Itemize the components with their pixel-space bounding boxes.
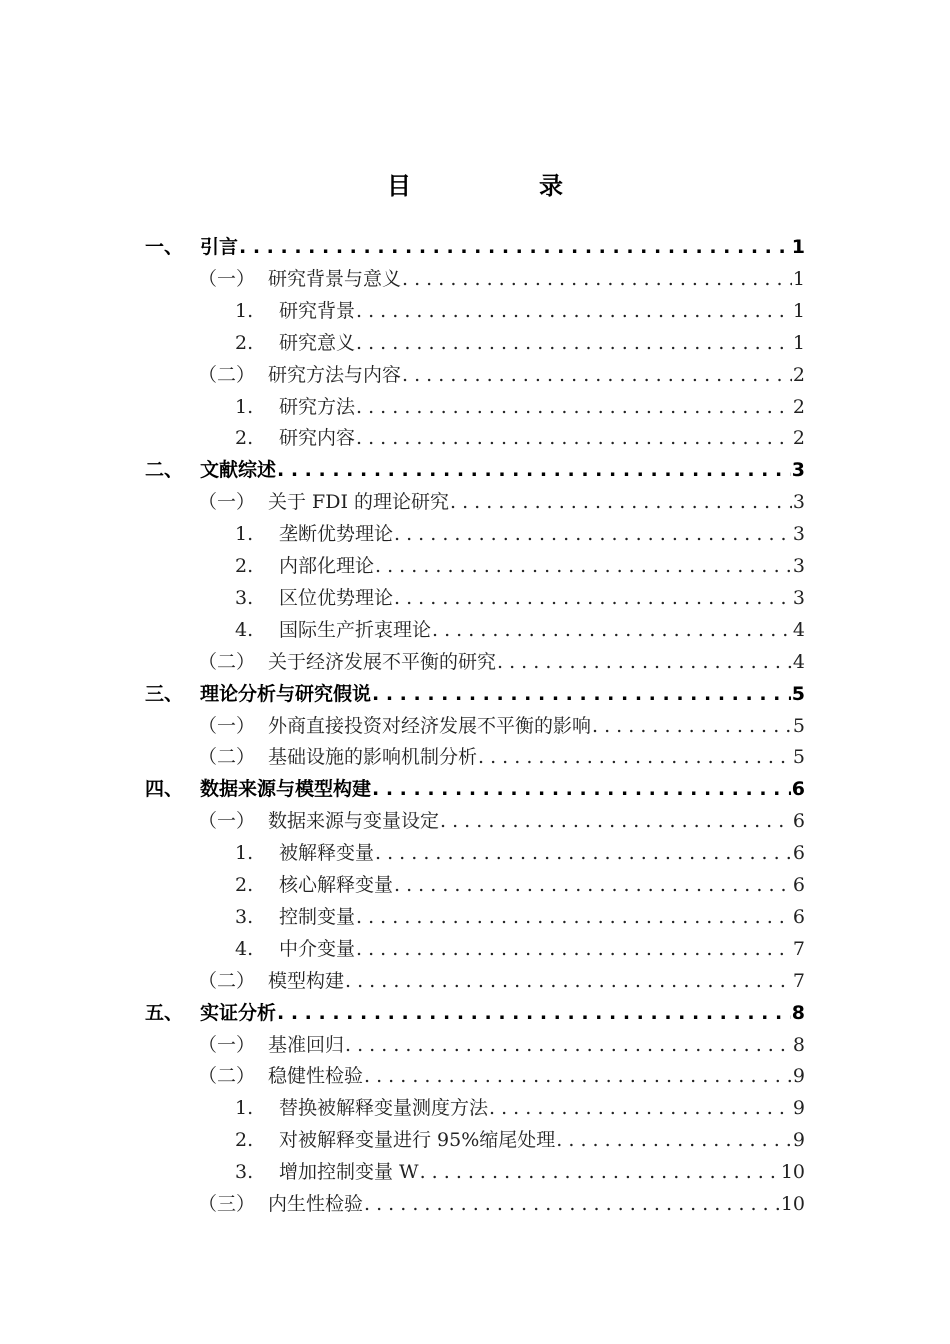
toc-entry-title: 基准回归 <box>268 1033 345 1056</box>
dot-leader <box>420 1157 780 1187</box>
dot-leader <box>497 647 792 677</box>
dot-leader <box>375 551 792 581</box>
toc-entry-page: 2 <box>792 427 805 450</box>
toc-entry[interactable] <box>0 487 805 517</box>
toc-entry-title: 关于经济发展不平衡的研究 <box>268 650 497 673</box>
toc-entry[interactable] <box>0 423 805 453</box>
toc-entry[interactable] <box>0 679 805 709</box>
toc-entry-title: 研究内容 <box>279 427 356 450</box>
toc-entry-title: 数据来源与模型构建 <box>200 778 372 801</box>
toc-entry-page: 6 <box>792 874 805 896</box>
toc-entry-number: 3. <box>235 1161 254 1184</box>
toc-entry-number: 2. <box>235 331 254 354</box>
toc-entry-page: 5 <box>792 746 805 769</box>
toc-entry-title: 引言 <box>200 236 239 258</box>
toc-entry[interactable] <box>0 934 805 964</box>
toc-entry[interactable] <box>0 966 805 996</box>
toc-entry-title: 研究背景 <box>279 299 356 322</box>
toc-entry-number: （一） <box>198 714 256 737</box>
toc-entry-number: 2. <box>235 874 254 896</box>
dot-leader <box>478 742 792 772</box>
toc-entry-title: 内生性检验 <box>268 1193 364 1215</box>
toc-entry-number: 3. <box>235 905 254 928</box>
toc-entry-page: 2 <box>792 395 805 418</box>
dot-leader <box>356 296 792 326</box>
toc-entry-number: （二） <box>198 363 256 386</box>
toc-entry-title: 研究背景与意义 <box>268 267 402 290</box>
toc-entry-page: 7 <box>792 937 805 960</box>
toc-entry[interactable] <box>0 711 805 741</box>
toc-entry[interactable] <box>0 1030 805 1060</box>
toc-entry-page: 1 <box>792 331 805 354</box>
toc-entry[interactable] <box>0 232 805 262</box>
toc-entry-page: 9 <box>792 1129 805 1152</box>
toc-entry-title: 理论分析与研究假说 <box>200 682 372 705</box>
dot-leader <box>450 487 792 517</box>
toc-entry-page: 9 <box>792 1097 805 1120</box>
toc-entry-number: 一、 <box>145 236 184 258</box>
toc-entry-title: 稳健性检验 <box>268 1065 364 1088</box>
toc-entry[interactable] <box>0 838 805 868</box>
toc-entry-page: 4 <box>792 618 805 641</box>
toc-entry[interactable] <box>0 296 805 326</box>
toc-entry-number: 2. <box>235 1129 254 1152</box>
toc-entry-number: 4. <box>235 618 254 641</box>
toc-entry[interactable] <box>0 360 805 390</box>
toc-entry-title: 对被解释变量进行 95%缩尾处理 <box>279 1129 556 1152</box>
toc-entry-title: 内部化理论 <box>279 555 375 577</box>
dot-leader <box>356 392 792 422</box>
toc-entry-page: 5 <box>792 714 805 737</box>
toc-entry-number: 1. <box>235 299 254 322</box>
toc-entry-title: 模型构建 <box>268 969 345 992</box>
toc-entry[interactable] <box>0 392 805 422</box>
dot-leader <box>364 1061 792 1091</box>
toc-entry[interactable] <box>0 1125 805 1155</box>
toc-entry-title: 区位优势理论 <box>279 586 394 609</box>
toc-entry-number: （一） <box>198 810 256 833</box>
toc-entry[interactable] <box>0 647 805 677</box>
toc-entry-page: 2 <box>792 363 805 386</box>
toc-entry[interactable] <box>0 806 805 836</box>
toc-entry-page: 8 <box>792 1033 805 1056</box>
toc-entry-title: 被解释变量 <box>279 842 375 865</box>
dot-leader <box>277 455 791 485</box>
toc-entry[interactable] <box>0 551 805 581</box>
toc-entry-page: 9 <box>792 1065 805 1088</box>
dot-leader <box>345 1030 792 1060</box>
toc-entry-page: 3 <box>791 459 805 482</box>
dot-leader <box>402 360 792 390</box>
dot-leader <box>394 519 792 549</box>
dot-leader <box>402 264 792 294</box>
dot-leader <box>277 998 791 1028</box>
dot-leader <box>394 583 792 613</box>
dot-leader <box>345 966 792 996</box>
toc-entry-page: 6 <box>792 810 805 833</box>
toc-entry[interactable] <box>0 742 805 772</box>
toc-entry-page: 1 <box>792 299 805 322</box>
dot-leader <box>356 934 792 964</box>
dot-leader <box>356 423 792 453</box>
toc-entry-number: （一） <box>198 267 256 290</box>
toc-entry-title: 文献综述 <box>200 459 277 482</box>
toc-entry-page: 1 <box>791 236 805 258</box>
toc-entry[interactable] <box>0 583 805 613</box>
toc-entry-number: 1. <box>235 523 254 546</box>
toc-entry[interactable] <box>0 870 805 900</box>
dot-leader <box>592 711 792 741</box>
toc-entry-page: 3 <box>792 491 805 514</box>
dot-leader <box>356 902 792 932</box>
dot-leader <box>556 1125 792 1155</box>
toc-entry-number: （二） <box>198 650 256 673</box>
toc-entry-page: 3 <box>792 586 805 609</box>
toc-entry[interactable] <box>0 455 805 485</box>
dot-leader <box>239 232 791 262</box>
toc-entry-title: 数据来源与变量设定 <box>268 810 440 833</box>
toc-entry-title: 增加控制变量 W <box>279 1161 419 1184</box>
toc-entry-number: 四、 <box>145 778 184 801</box>
toc-entry-number: 五、 <box>145 1001 184 1024</box>
dot-leader <box>375 838 792 868</box>
toc-entry-number: （三） <box>198 1193 256 1215</box>
toc-entry-number: 二、 <box>145 459 184 482</box>
toc-title: 目 录 <box>387 172 615 200</box>
toc-entry[interactable] <box>0 519 805 549</box>
toc-entry[interactable] <box>0 1189 805 1219</box>
toc-entry[interactable] <box>0 1061 805 1091</box>
toc-entry-page: 10 <box>780 1193 805 1215</box>
toc-entry-title: 研究方法 <box>279 395 356 418</box>
toc-entry-title: 中介变量 <box>279 937 356 960</box>
dot-leader <box>372 774 791 804</box>
toc-entry-number: 3. <box>235 586 254 609</box>
toc-entry-title: 研究方法与内容 <box>268 363 402 386</box>
toc-entry-number: （一） <box>198 491 256 514</box>
toc-entry-title: 研究意义 <box>279 331 356 354</box>
toc-entry-title: 关于 FDI 的理论研究 <box>268 491 450 514</box>
toc-entry-number: （二） <box>198 746 256 769</box>
toc-entry-page: 7 <box>792 969 805 992</box>
dot-leader <box>394 870 792 900</box>
dot-leader <box>372 679 791 709</box>
toc-entry[interactable] <box>0 264 805 294</box>
toc-entry-number: （二） <box>198 969 256 992</box>
toc-entry-number: （二） <box>198 1065 256 1088</box>
toc-entry[interactable] <box>0 774 805 804</box>
toc-entry[interactable] <box>0 998 805 1028</box>
toc-entry-number: 1. <box>235 1097 254 1120</box>
dot-leader <box>440 806 792 836</box>
toc-entry-page: 10 <box>780 1161 805 1184</box>
toc-entry-page: 4 <box>792 650 805 673</box>
toc-entry-page: 1 <box>792 267 805 290</box>
dot-leader <box>489 1093 792 1123</box>
toc-entry[interactable] <box>0 902 805 932</box>
toc-entry-page: 6 <box>792 842 805 865</box>
toc-entry-title: 实证分析 <box>200 1001 277 1024</box>
toc-entry-number: 4. <box>235 937 254 960</box>
toc-entry[interactable] <box>0 328 805 358</box>
toc-entry-number: 1. <box>235 395 254 418</box>
toc-entry-number: 1. <box>235 842 254 865</box>
toc-entry-title: 控制变量 <box>279 905 356 928</box>
toc-entry-number: 2. <box>235 427 254 450</box>
toc-entry-number: 三、 <box>145 682 184 705</box>
toc-entry-title: 核心解释变量 <box>279 874 394 896</box>
toc-entry-title: 国际生产折衷理论 <box>279 618 432 641</box>
toc-entry-number: （一） <box>198 1033 256 1056</box>
toc-entry-title: 垄断优势理论 <box>279 523 394 546</box>
toc-entry-number: 2. <box>235 555 254 577</box>
toc-entry-page: 3 <box>792 555 805 577</box>
toc-entry-page: 6 <box>791 778 805 801</box>
toc-entry-page: 8 <box>791 1001 805 1024</box>
dot-leader <box>364 1189 780 1219</box>
dot-leader <box>356 328 792 358</box>
toc-entry[interactable] <box>0 1157 805 1187</box>
toc-entry-title: 外商直接投资对经济发展不平衡的影响 <box>268 714 592 737</box>
toc-entry[interactable] <box>0 1093 805 1123</box>
toc-entry-page: 3 <box>792 523 805 546</box>
toc-entry-page: 6 <box>792 905 805 928</box>
toc-entry-title: 基础设施的影响机制分析 <box>268 746 478 769</box>
dot-leader <box>432 615 792 645</box>
toc-entry[interactable] <box>0 615 805 645</box>
toc-entry-page: 5 <box>791 682 805 705</box>
toc-entry-title: 替换被解释变量测度方法 <box>279 1097 489 1120</box>
